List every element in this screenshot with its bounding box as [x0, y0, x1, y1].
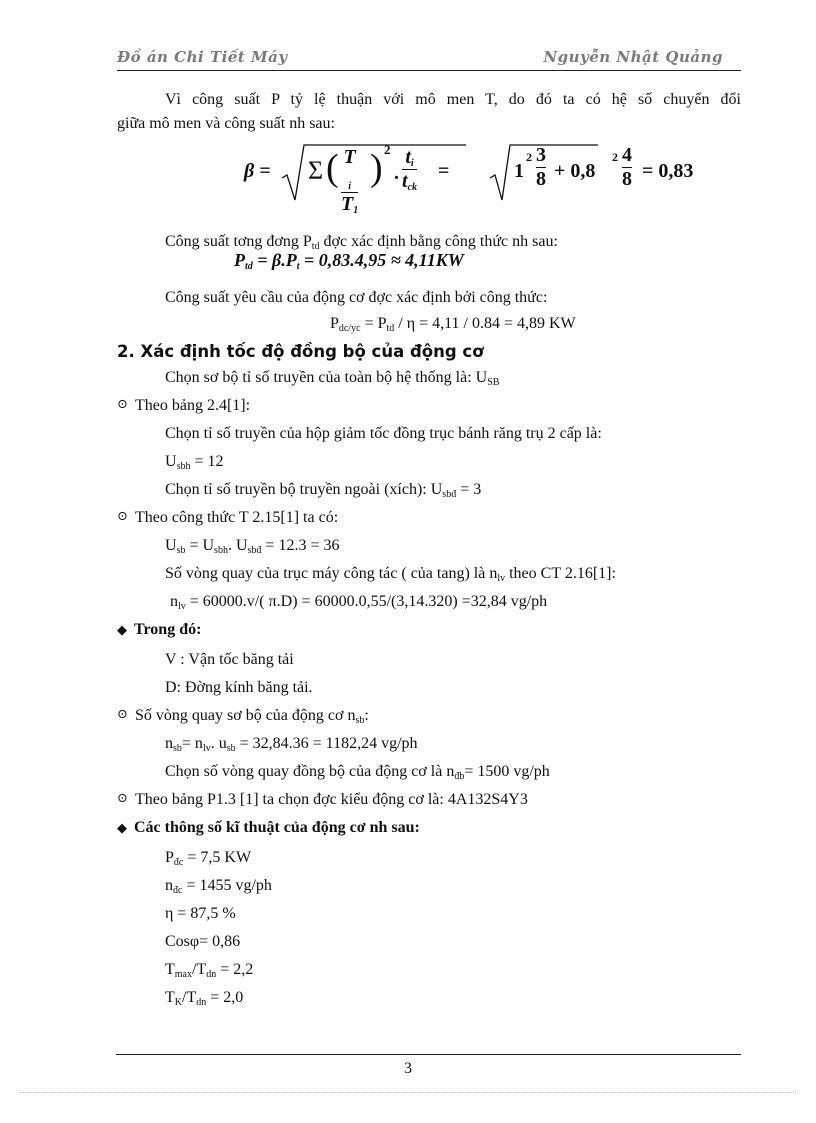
- spec-line: $T_K/T_{dn} = 2,0$: [165, 989, 244, 1008]
- paragraph-line: Theo công thức T 2.15[1] ta có:: [135, 509, 339, 526]
- header-title-right: Nguyễn Nhật Quảng: [543, 48, 723, 66]
- dot: .: [394, 162, 399, 184]
- paragraph-line: Số vòng quay sơ bộ của động cơ $n_{sb}$:: [135, 707, 369, 726]
- ti-t1-fraction: T $_i$ $T_1$: [341, 146, 359, 216]
- exponent: 2: [526, 150, 532, 164]
- paragraph-line: V : Vận tốc băng tải: [165, 651, 294, 668]
- spec-line: $n_{đc} = 1455$ vg/ph: [165, 877, 272, 896]
- page-header: [117, 48, 741, 71]
- paragraph-line: Chọn tỉ số truyền bộ truyền ngoài (xích): $U_{sbđ} = 3$: [165, 481, 482, 500]
- header-title-left: Đồ án Chi Tiết Máy: [117, 48, 288, 66]
- paragraph-line: $n_{sb}= n_{lv}$. $u_{sb} = 32,84.36 = 1182,24$ vg/ph: [165, 735, 418, 754]
- footer-rule: [116, 1054, 741, 1055]
- sigma-symbol: Σ: [308, 156, 324, 185]
- one: 1: [514, 160, 524, 182]
- spec-line: $P_{đc} = 7,5$ KW: [165, 849, 252, 868]
- square-exponent: 2: [384, 142, 391, 157]
- fraction-3-8: $\frac{3}{8}$: [536, 144, 546, 190]
- equals: =: [438, 160, 450, 182]
- paragraph-line: $U_{sbh} = 12$: [165, 453, 224, 472]
- page-number: 3: [404, 1060, 412, 1077]
- paragraph-line: Số vòng quay của trục máy công tác ( của tang) là $n_{lv}$ theo CT 2.16[1]:: [165, 565, 616, 584]
- paragraph-line: D: Đờng kính băng tải.: [165, 679, 313, 696]
- paragraph-line: Công suất tơng đơng $P_{td}$ đợc xác định bằng công thức nh sau:: [165, 233, 558, 252]
- circle-bullet-icon: ⊙: [117, 790, 128, 805]
- exponent: 2: [612, 150, 618, 164]
- pdc-formula: $P_{dc/yc} = P_{td} / \eta = 4,11 / 0.84 = 4,89$ KW: [330, 315, 576, 334]
- ti-tck-fraction: $t_i$ $t_{ck}$: [402, 146, 418, 193]
- paren-open: (: [326, 147, 339, 189]
- diamond-bullet-icon: ◆: [117, 820, 127, 835]
- spec-line: Cosφ= 0,86: [165, 933, 241, 950]
- paragraph-line: Theo bảng 2.4[1]:: [135, 397, 251, 414]
- paragraph-line: Chọn tỉ số truyền của hộp giảm tốc đồng trục bánh răng trụ 2 cấp là:: [165, 425, 602, 442]
- paragraph-line: Các thông số kĩ thuật của động cơ nh sau:: [134, 819, 420, 836]
- paragraph-line: Chọn số vòng quay đồng bộ của động cơ là $n_{đb}= 1500$ vg/ph: [165, 763, 550, 782]
- spec-line: $T_{max}/T_{dn} = 2,2$: [165, 961, 254, 980]
- circle-bullet-icon: ⊙: [117, 706, 128, 721]
- paragraph-line: Chọn sơ bộ tỉ số truyền của toàn bộ hệ thống là: $U_{SB}$: [165, 369, 500, 388]
- circle-bullet-icon: ⊙: [117, 508, 128, 523]
- page-bottom-dotted-edge: [20, 1092, 796, 1093]
- paragraph-line: Trong đó:: [134, 621, 202, 638]
- paragraph-line: $U_{sb} = U_{sbh}$. $U_{sbđ} = 12.3 = 36$: [165, 537, 340, 556]
- circle-bullet-icon: ⊙: [117, 396, 128, 411]
- beta-lhs: β =: [244, 160, 271, 182]
- paragraph-line: Công suất yêu cầu của động cơ đợc xác định bởi công thức:: [165, 289, 548, 306]
- paragraph-line: Theo bảng P1.3 [1] ta chọn đợc kiểu động cơ là: 4A132S4Y3: [135, 791, 528, 808]
- beta-result: = 0,83: [642, 160, 694, 182]
- paragraph-line: Vì công suất P tỷ lệ thuận với mô men T, do đó ta có hệ số chuyển đổi: [165, 91, 741, 108]
- spec-line: η = 87,5 %: [165, 905, 236, 922]
- paren-close: ): [370, 147, 383, 189]
- nlv-formula: $n_{lv} = 60000.v/$( π.D) = 60000.0,55/(3,14.320) =32,84 vg/ph: [170, 593, 548, 612]
- paragraph-line: giữa mô men và công suất nh sau:: [117, 115, 335, 132]
- section-heading: 2. Xác định tốc độ đồng bộ của động cơ: [117, 342, 484, 361]
- ptd-formula: $P_{td} = \beta.P_t = 0,83.4,95 \approx 4,11KW$: [234, 250, 464, 272]
- diamond-bullet-icon: ◆: [117, 622, 127, 637]
- plus-term: + 0,8: [554, 160, 596, 182]
- fraction-4-8: $\frac{4}{8}$: [622, 144, 632, 190]
